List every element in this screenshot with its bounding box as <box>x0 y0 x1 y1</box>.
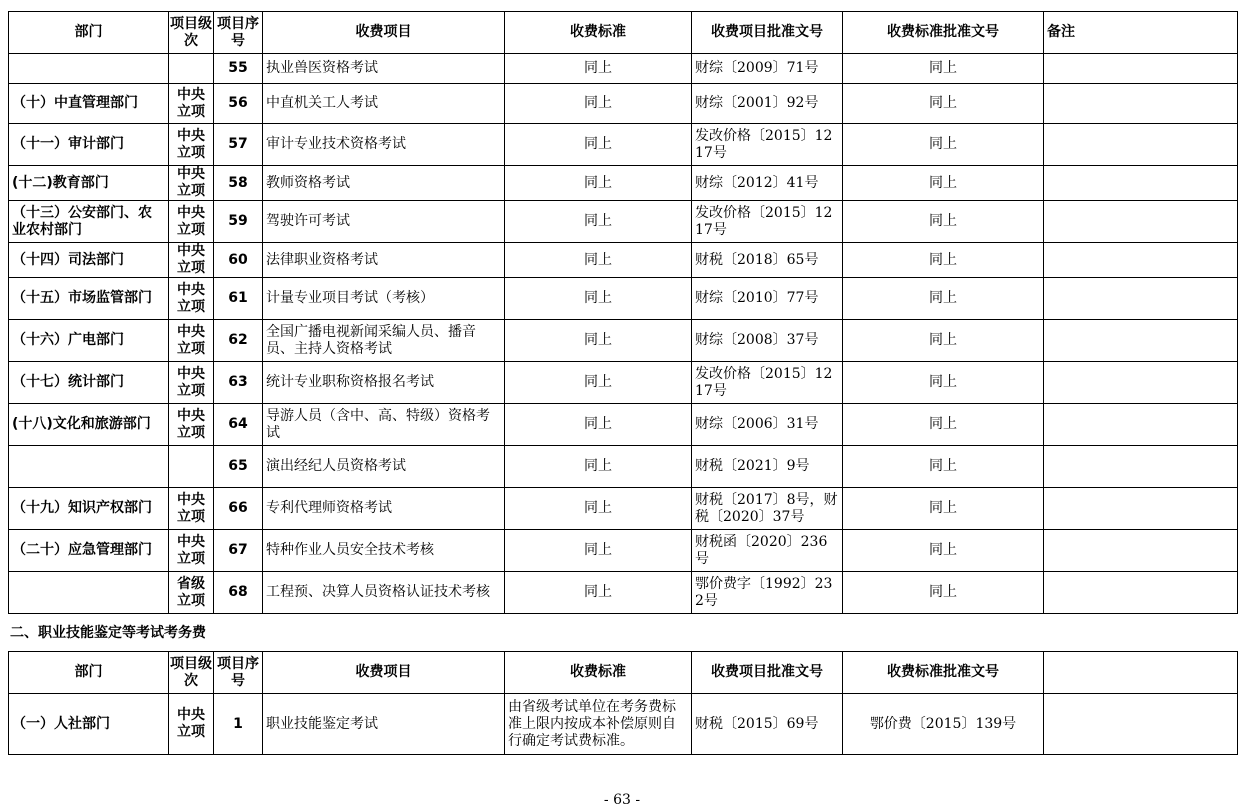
std-doc-cell: 同上 <box>843 84 1044 124</box>
standard-cell: 同上 <box>505 166 692 201</box>
table-row <box>9 362 1238 404</box>
header-std-doc: 收费标准批准文号 <box>843 12 1044 54</box>
table-row <box>9 320 1238 362</box>
header-item: 收费项目 <box>263 652 505 694</box>
item-cell: 计量专业项目考试（考核） <box>263 278 505 320</box>
level-cell: 中央立项 <box>169 166 214 201</box>
std-doc-cell: 同上 <box>843 320 1044 362</box>
item-doc-cell: 财综〔2001〕92号 <box>692 84 843 124</box>
standard-cell: 同上 <box>505 320 692 362</box>
header-item: 收费项目 <box>263 12 505 54</box>
note-cell <box>1044 530 1238 572</box>
note-cell <box>1044 320 1238 362</box>
level-cell <box>169 446 214 488</box>
item-doc-cell: 财综〔2009〕71号 <box>692 54 843 84</box>
item-cell: 教师资格考试 <box>263 166 505 201</box>
level-cell: 中央立项 <box>169 278 214 320</box>
seq-cell: 65 <box>214 446 263 488</box>
page-number: - 63 - <box>603 792 641 808</box>
item-cell: 中直机关工人考试 <box>263 84 505 124</box>
note-cell <box>1044 124 1238 166</box>
item-cell: 法律职业资格考试 <box>263 243 505 278</box>
std-doc-cell: 同上 <box>843 404 1044 446</box>
item-doc-cell: 财税〔2017〕8号，财税〔2020〕37号 <box>692 488 843 530</box>
item-doc-cell: 发改价格〔2015〕1217号 <box>692 124 843 166</box>
seq-cell: 56 <box>214 84 263 124</box>
note-cell <box>1044 362 1238 404</box>
seq-cell: 55 <box>214 54 263 84</box>
table-row <box>9 201 1238 243</box>
note-cell <box>1044 166 1238 201</box>
item-cell: 统计专业职称资格报名考试 <box>263 362 505 404</box>
level-cell: 中央立项 <box>169 694 214 755</box>
level-cell: 中央立项 <box>169 320 214 362</box>
item-cell: 职业技能鉴定考试 <box>263 694 505 755</box>
note-cell <box>1044 84 1238 124</box>
item-doc-cell: 财综〔2012〕41号 <box>692 166 843 201</box>
dept-cell: (十二)教育部门 <box>9 166 169 201</box>
item-cell: 全国广播电视新闻采编人员、播音员、主持人资格考试 <box>263 320 505 362</box>
standard-cell: 由省级考试单位在考务费标准上限内按成本补偿原则自行确定考试费标准。 <box>505 694 692 755</box>
standard-cell: 同上 <box>505 124 692 166</box>
level-cell: 省级立项 <box>169 572 214 614</box>
item-doc-cell: 发改价格〔2015〕1217号 <box>692 362 843 404</box>
item-cell: 审计专业技术资格考试 <box>263 124 505 166</box>
table-row <box>9 166 1238 201</box>
seq-cell: 67 <box>214 530 263 572</box>
header-seq: 项目序号 <box>214 12 263 54</box>
item-cell: 驾驶许可考试 <box>263 201 505 243</box>
header-note-empty <box>1044 652 1238 694</box>
std-doc-cell: 同上 <box>843 124 1044 166</box>
standard-cell: 同上 <box>505 488 692 530</box>
table-header-row <box>9 12 1238 54</box>
seq-cell: 58 <box>214 166 263 201</box>
item-doc-cell: 财综〔2006〕31号 <box>692 404 843 446</box>
dept-cell: （十三）公安部门、农业农村部门 <box>9 201 169 243</box>
item-cell: 专利代理师资格考试 <box>263 488 505 530</box>
item-doc-cell: 鄂价费字〔1992〕232号 <box>692 572 843 614</box>
level-cell: 中央立项 <box>169 362 214 404</box>
table-row <box>9 243 1238 278</box>
std-doc-cell: 同上 <box>843 488 1044 530</box>
table-header-row <box>9 652 1238 694</box>
standard-cell: 同上 <box>505 362 692 404</box>
item-cell: 执业兽医资格考试 <box>263 54 505 84</box>
dept-cell: （十五）市场监管部门 <box>9 278 169 320</box>
item-cell: 特种作业人员安全技术考核 <box>263 530 505 572</box>
item-cell: 演出经纪人员资格考试 <box>263 446 505 488</box>
fee-table-main <box>8 11 1238 614</box>
std-doc-cell: 同上 <box>843 201 1044 243</box>
standard-cell: 同上 <box>505 201 692 243</box>
table-row <box>9 530 1238 572</box>
table-row <box>9 446 1238 488</box>
standard-cell: 同上 <box>505 572 692 614</box>
header-item-doc: 收费项目批准文号 <box>692 652 843 694</box>
table-row <box>9 488 1238 530</box>
standard-cell: 同上 <box>505 530 692 572</box>
dept-cell: （十一）审计部门 <box>9 124 169 166</box>
dept-cell: （一）人社部门 <box>9 694 169 755</box>
level-cell: 中央立项 <box>169 243 214 278</box>
header-standard: 收费标准 <box>505 652 692 694</box>
header-note: 备注 <box>1044 12 1238 54</box>
standard-cell: 同上 <box>505 404 692 446</box>
seq-cell: 57 <box>214 124 263 166</box>
std-doc-cell: 同上 <box>843 572 1044 614</box>
table-row <box>9 572 1238 614</box>
dept-cell: (十八)文化和旅游部门 <box>9 404 169 446</box>
item-doc-cell: 财税〔2018〕65号 <box>692 243 843 278</box>
dept-cell: （十六）广电部门 <box>9 320 169 362</box>
header-std-doc: 收费标准批准文号 <box>843 652 1044 694</box>
std-doc-cell: 鄂价费〔2015〕139号 <box>843 694 1044 755</box>
std-doc-cell: 同上 <box>843 278 1044 320</box>
dept-cell: （十）中直管理部门 <box>9 84 169 124</box>
level-cell: 中央立项 <box>169 530 214 572</box>
level-cell: 中央立项 <box>169 84 214 124</box>
level-cell: 中央立项 <box>169 488 214 530</box>
note-cell <box>1044 243 1238 278</box>
item-doc-cell: 发改价格〔2015〕1217号 <box>692 201 843 243</box>
header-dept: 部门 <box>9 652 169 694</box>
note-cell <box>1044 572 1238 614</box>
header-standard: 收费标准 <box>505 12 692 54</box>
std-doc-cell: 同上 <box>843 446 1044 488</box>
item-doc-cell: 财税函〔2020〕236号 <box>692 530 843 572</box>
dept-cell: （十九）知识产权部门 <box>9 488 169 530</box>
item-doc-cell: 财税〔2021〕9号 <box>692 446 843 488</box>
table-row <box>9 54 1238 84</box>
note-cell <box>1044 54 1238 84</box>
seq-cell: 64 <box>214 404 263 446</box>
table-row <box>9 84 1238 124</box>
level-cell: 中央立项 <box>169 124 214 166</box>
std-doc-cell: 同上 <box>843 243 1044 278</box>
dept-cell: （十七）统计部门 <box>9 362 169 404</box>
table-row <box>9 124 1238 166</box>
standard-cell: 同上 <box>505 278 692 320</box>
seq-cell: 1 <box>214 694 263 755</box>
standard-cell: 同上 <box>505 446 692 488</box>
std-doc-cell: 同上 <box>843 530 1044 572</box>
table-row <box>9 694 1238 755</box>
seq-cell: 63 <box>214 362 263 404</box>
dept-cell <box>9 446 169 488</box>
header-level: 项目级次 <box>169 12 214 54</box>
header-level: 项目级次 <box>169 652 214 694</box>
note-cell <box>1044 488 1238 530</box>
dept-cell <box>9 572 169 614</box>
header-seq: 项目序号 <box>214 652 263 694</box>
seq-cell: 66 <box>214 488 263 530</box>
note-cell <box>1044 404 1238 446</box>
seq-cell: 60 <box>214 243 263 278</box>
header-item-doc: 收费项目批准文号 <box>692 12 843 54</box>
seq-cell: 61 <box>214 278 263 320</box>
note-cell <box>1044 446 1238 488</box>
table-row <box>9 278 1238 320</box>
seq-cell: 59 <box>214 201 263 243</box>
note-cell <box>1044 201 1238 243</box>
item-cell: 工程预、决算人员资格认证技术考核 <box>263 572 505 614</box>
header-dept: 部门 <box>9 12 169 54</box>
standard-cell: 同上 <box>505 84 692 124</box>
standard-cell: 同上 <box>505 243 692 278</box>
level-cell: 中央立项 <box>169 201 214 243</box>
table-row <box>9 404 1238 446</box>
level-cell <box>169 54 214 84</box>
standard-cell: 同上 <box>505 54 692 84</box>
note-cell <box>1044 694 1238 755</box>
fee-table-exam <box>8 651 1238 755</box>
dept-cell: （二十）应急管理部门 <box>9 530 169 572</box>
item-doc-cell: 财税〔2015〕69号 <box>692 694 843 755</box>
section-title: 二、职业技能鉴定等考试考务费 <box>10 625 206 641</box>
seq-cell: 68 <box>214 572 263 614</box>
item-doc-cell: 财综〔2008〕37号 <box>692 320 843 362</box>
dept-cell <box>9 54 169 84</box>
dept-cell: （十四）司法部门 <box>9 243 169 278</box>
std-doc-cell: 同上 <box>843 362 1044 404</box>
seq-cell: 62 <box>214 320 263 362</box>
item-cell: 导游人员（含中、高、特级）资格考试 <box>263 404 505 446</box>
item-doc-cell: 财综〔2010〕77号 <box>692 278 843 320</box>
std-doc-cell: 同上 <box>843 54 1044 84</box>
level-cell: 中央立项 <box>169 404 214 446</box>
note-cell <box>1044 278 1238 320</box>
std-doc-cell: 同上 <box>843 166 1044 201</box>
